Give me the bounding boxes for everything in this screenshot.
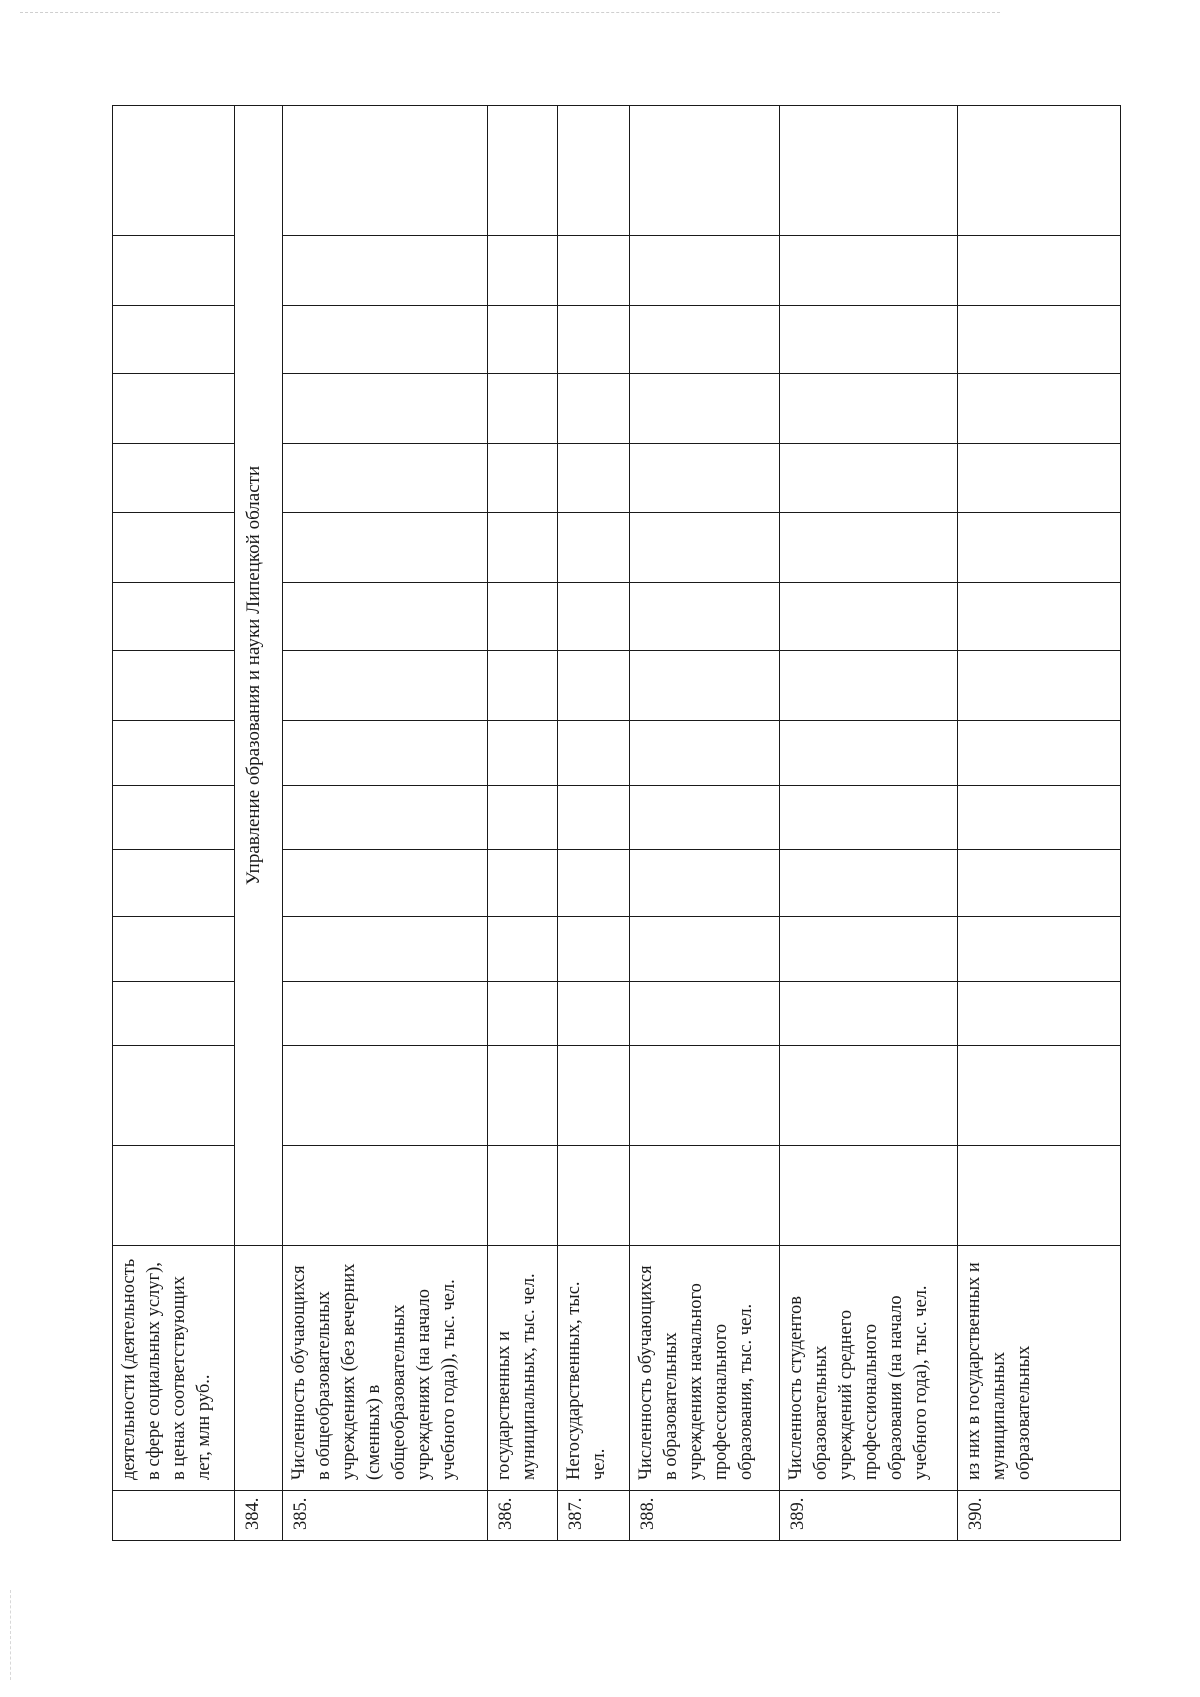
table-cell xyxy=(113,583,235,651)
table-cell xyxy=(283,306,488,374)
table-cell xyxy=(558,651,630,721)
table-cell xyxy=(958,444,1121,513)
table-cell xyxy=(488,374,558,444)
table-cell xyxy=(283,374,488,444)
table-cell xyxy=(283,1146,488,1246)
table-cell xyxy=(780,1046,958,1146)
table-cell xyxy=(780,236,958,306)
table-cell xyxy=(630,236,780,306)
table-cell xyxy=(780,306,958,374)
table-cell xyxy=(283,786,488,850)
table-cell xyxy=(488,651,558,721)
table-cell xyxy=(113,721,235,786)
table-cell xyxy=(113,374,235,444)
table-row xyxy=(780,106,958,1541)
indicators-table xyxy=(112,105,1121,1541)
table-cell xyxy=(958,583,1121,651)
table-cell xyxy=(558,850,630,917)
table-cell xyxy=(630,982,780,1046)
indicator-name: Негосударственных, тыс. чел. xyxy=(558,1246,630,1491)
table-cell xyxy=(780,513,958,583)
section-header: Управление образования и науки Липецкой области xyxy=(235,106,283,1246)
table-cell xyxy=(558,786,630,850)
table-cell xyxy=(113,850,235,917)
table-cell xyxy=(958,651,1121,721)
table-cell xyxy=(780,374,958,444)
table-cell xyxy=(630,513,780,583)
table-cell xyxy=(283,513,488,583)
table-cell xyxy=(630,374,780,444)
table-cell xyxy=(780,850,958,917)
indicator-name: деятельности (деятельность в сфере социальных услуг), в ценах соответствующих лет, млн руб.. xyxy=(113,1246,235,1491)
table-cell xyxy=(558,982,630,1046)
table-cell xyxy=(958,1146,1121,1246)
table-cell xyxy=(780,786,958,850)
table-cell xyxy=(283,583,488,651)
table-cell xyxy=(780,444,958,513)
table-cell xyxy=(558,1046,630,1146)
table-cell xyxy=(630,917,780,982)
table-cell xyxy=(283,1046,488,1146)
table-cell xyxy=(113,513,235,583)
scan-artifact-edge xyxy=(10,1590,11,1680)
table-cell xyxy=(780,106,958,236)
table-cell xyxy=(488,982,558,1046)
table-cell xyxy=(958,236,1121,306)
table-cell xyxy=(488,444,558,513)
row-number: 386. xyxy=(488,1491,558,1541)
indicator-name: Численность студентов образовательных учреждений среднего профессионального образования (на начало учебного года), тыс. чел. xyxy=(780,1246,958,1491)
table-cell xyxy=(488,1146,558,1246)
table-cell xyxy=(113,651,235,721)
rotated-table-page xyxy=(112,106,1120,1541)
table-cell xyxy=(113,1046,235,1146)
table-cell xyxy=(113,982,235,1046)
row-number: 388. xyxy=(630,1491,780,1541)
table-cell xyxy=(958,917,1121,982)
table-cell xyxy=(488,1046,558,1146)
table-cell xyxy=(780,583,958,651)
table-cell xyxy=(958,513,1121,583)
table-cell xyxy=(630,850,780,917)
indicator-name: государственных и муниципальных, тыс. чел. xyxy=(488,1246,558,1491)
table-cell xyxy=(488,583,558,651)
indicator-name: Численность обучающихся в общеобразовательных учреждениях (без вечерних (сменных) в общеобразовательных учреждениях (на начало учебного года)), тыс. чел. xyxy=(283,1246,488,1491)
table-cell xyxy=(113,786,235,850)
table-cell xyxy=(283,106,488,236)
table-row xyxy=(558,106,630,1541)
table-cell xyxy=(558,721,630,786)
table-cell xyxy=(488,786,558,850)
indicator-name: из них в государственных и муниципальных образовательных xyxy=(958,1246,1121,1491)
table-cell xyxy=(488,236,558,306)
table-cell xyxy=(558,106,630,236)
table-cell xyxy=(780,1146,958,1246)
table-cell xyxy=(958,106,1121,236)
table-cell xyxy=(113,917,235,982)
table-cell xyxy=(113,236,235,306)
table-cell xyxy=(558,236,630,306)
table-cell xyxy=(283,721,488,786)
table-cell xyxy=(958,721,1121,786)
table-cell xyxy=(630,786,780,850)
row-number: 385. xyxy=(283,1491,488,1541)
table-cell xyxy=(488,513,558,583)
table-cell xyxy=(958,982,1121,1046)
row-number: 384. xyxy=(235,1491,283,1541)
table-cell xyxy=(780,651,958,721)
table-cell xyxy=(558,306,630,374)
table-cell xyxy=(780,721,958,786)
table-cell xyxy=(630,106,780,236)
table-cell xyxy=(488,917,558,982)
table-cell xyxy=(630,1046,780,1146)
table-cell xyxy=(283,651,488,721)
table-cell xyxy=(958,1046,1121,1146)
table-cell xyxy=(113,444,235,513)
table-cell xyxy=(488,106,558,236)
table-row xyxy=(113,106,235,1541)
table-cell xyxy=(488,306,558,374)
scan-artifact-top xyxy=(20,12,1000,13)
table-cell xyxy=(488,721,558,786)
table-cell xyxy=(283,444,488,513)
table-cell xyxy=(113,106,235,236)
table-cell xyxy=(558,513,630,583)
table-cell xyxy=(558,917,630,982)
table-cell xyxy=(558,444,630,513)
table-cell xyxy=(283,850,488,917)
table-cell xyxy=(958,786,1121,850)
indicator-name xyxy=(235,1246,283,1491)
table-cell xyxy=(283,917,488,982)
table-cell xyxy=(780,982,958,1046)
row-number: 389. xyxy=(780,1491,958,1541)
table-cell xyxy=(958,306,1121,374)
table-row xyxy=(488,106,558,1541)
table-row xyxy=(283,106,488,1541)
table-cell xyxy=(283,982,488,1046)
table-cell xyxy=(780,917,958,982)
table-cell xyxy=(630,444,780,513)
table-cell xyxy=(630,583,780,651)
row-number xyxy=(113,1491,235,1541)
table-cell xyxy=(630,306,780,374)
row-number: 387. xyxy=(558,1491,630,1541)
table-cell xyxy=(630,1146,780,1246)
table-cell xyxy=(630,651,780,721)
table-cell xyxy=(958,374,1121,444)
table-cell xyxy=(558,583,630,651)
table-row xyxy=(630,106,780,1541)
table-cell xyxy=(558,1146,630,1246)
table-cell xyxy=(488,850,558,917)
table-cell xyxy=(558,374,630,444)
table-row xyxy=(235,106,283,1541)
table-row xyxy=(958,106,1121,1541)
table-cell xyxy=(113,306,235,374)
table-cell xyxy=(630,721,780,786)
row-number: 390. xyxy=(958,1491,1121,1541)
indicator-name: Численность обучающихся в образовательных учреждениях начального профессионального образования, тыс. чел. xyxy=(630,1246,780,1491)
table-cell xyxy=(113,1146,235,1246)
table-cell xyxy=(283,236,488,306)
table-cell xyxy=(958,850,1121,917)
